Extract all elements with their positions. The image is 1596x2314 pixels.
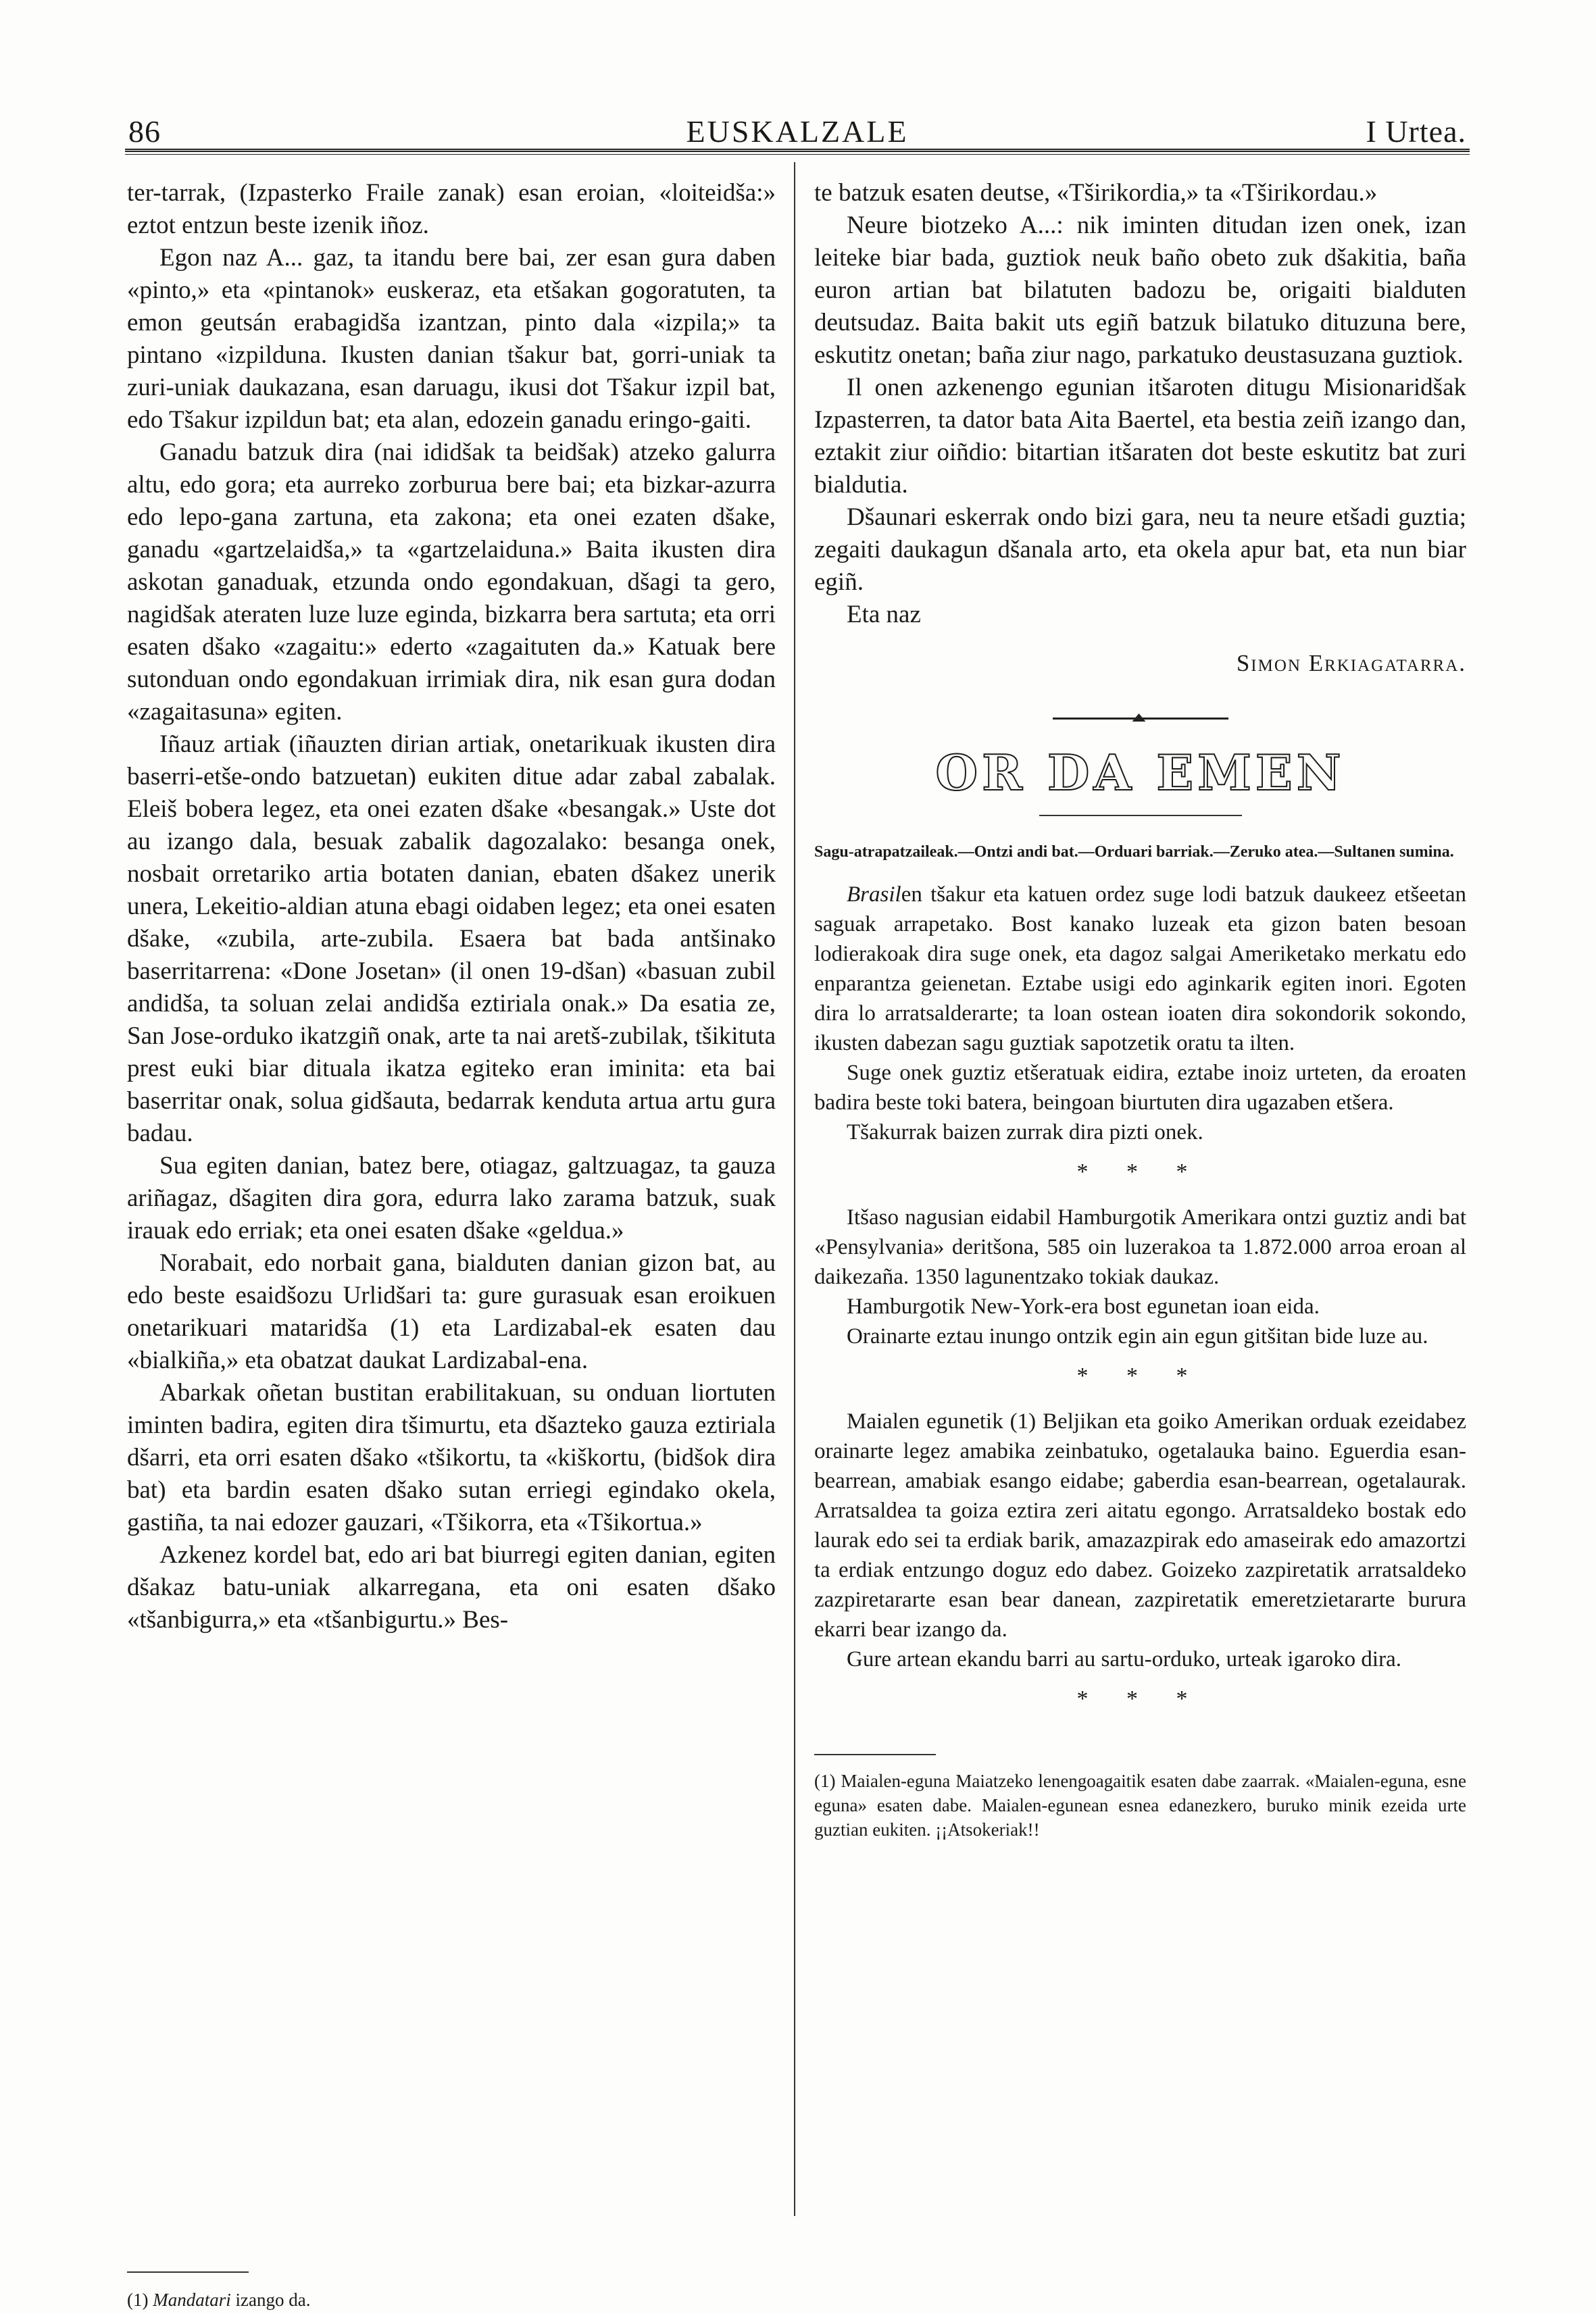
paragraph: Gure artean ekandu barri au sartu-orduko, urteak igaroko dira. [847, 1647, 1401, 1671]
page-number: 86 [128, 114, 161, 149]
brasil-word: Brasil [847, 882, 901, 907]
paragraph: Dšaunari eskerrak ondo bizi gara, neu ta neure etšadi guztia; zegaiti daukagun dšanala arto, eta okela apur bat, eta nun biar egiñ. [814, 503, 1466, 596]
footnote-number: (1) [127, 2290, 149, 2310]
section-title: OR DA EMEN [935, 744, 1345, 801]
paragraph [814, 880, 1466, 1058]
page-header [128, 101, 1466, 155]
paragraph: Abarkak oñetan bustitan erabilitakuan, su onduan liortuten iminten badira, egiten dira tšimurtu, eta dšazteko gauza eztiriala dšarri, eta orri esaten dšako «tšikortu, ta «kiškortu, (bidšok dira bat) eta bardin esaten dšako sutan erriegi egindako okela, gastiña, ta nai edozer gauzari, «Tšikorra, eta «Tšikortua.» [127, 1379, 776, 1536]
paragraph: te batzuk esaten deutse, «Tširikordia,» ta «Tširikordau.» [814, 179, 1378, 207]
section-stars: * * * [1076, 1363, 1204, 1388]
footnote-text: (1) Maialen-eguna Maiatzeko lenengoagaitik esaten dabe zaarrak. «Maialen-eguna, esne eguna» esaten dabe. Maialen-egunean esnea edanezkero, buruko minik ezeida urte guztian eukiten. ¡¡Atsokeriak!! [814, 1771, 1466, 1840]
title-rule [1039, 815, 1242, 816]
paragraph: Hamburgotik New-York-era bost egunetan ioan eida. [847, 1294, 1320, 1319]
paragraph: Egon naz A... gaz, ta itandu bere bai, zer esan gura daben «pinto,» eta «pintanok» euskeraz, eta etšakan gogoratuten, ta emon geutsán erabagidša izantzan, pinto dala «izpila;» ta pintano «izpilduna. Ikusten danian tšakur bat, gorri-uniak ta zuri-uniak daukazana, esan daruagu, ikusi dot Tšakur izpil bat, edo Tšakur izpildun bat; eta alan, edozein ganadu eringo-gaiti. [127, 244, 776, 434]
signature: Simon Erkiagatarra. [1236, 650, 1466, 676]
right-footnote [814, 1754, 1466, 1842]
paragraph: Ganadu batzuk dira (nai ididšak ta beidšak) atzeko galurra altu, edo gora; eta aurreko zorburua bere bai; eta bizkar-azurra edo lepo-gana zartuna, eta zakona; eta onei ezaten dšake, ganadu «gartzelaidša,» ta «gartzelaiduna.» Baita ikusten dira askotan ganaduak, etzunda ondo egondakuan, dšagi ta gero, nagidšak ateraten luze luze eginda, bizkarra bera sartuta; eta orri esaten dšako «zagaitu:» ederto «zagaituten da.» Katuak bere sutonduan ondo egondakuan irrimiak dira, nik esan gura dodan «zagaitasuna» egiten. [127, 438, 776, 726]
paragraph: Azkenez kordel bat, edo ari bat biurregi egiten danian, egiten dšakaz batu-uniak alkarregana, eta oni esaten dšako «tšanbigurra,» eta «tšanbigurtu.» Bes- [127, 1541, 776, 1634]
left-column [127, 177, 776, 2310]
journal-year: I Urtea. [1366, 114, 1466, 149]
section-summary: Sagu-atrapatzaileak.—Ontzi andi bat.—Orduari barriak.—Zeruko atea.—Sultanen sumina. [814, 843, 1454, 861]
paragraph: Itšaso nagusian eidabil Hamburgotik Amerikara ontzi guztiz andi bat «Pensylvania» deritšona, 585 oin luzerakoa ta 1.872.000 arroa eroan al daikezaña. 1350 lagunentzako tokiak daukaz. [814, 1205, 1466, 1289]
paragraph: Iñauz artiak (iñauzten dirian artiak, onetarikuak ikusten dira baserri-etše-ondo batzuetan) eukiten ditue adar zabal zabalak. Eleiš bobera legez, eta onei ezaten dšake «besangak.» Uste dot au izango dala, besuak zabalik dagozalako: besanga onek, nosbait orretariko artia botaten danian, ebaten dšakez unerik unera, Lekeitio-aldian atuna ebagi oidaben legez; eta onei esaten dšake, «zubila, arte-zubila. Esaera bat bada antšinako baserritarrena: «Done Josetan» (il onen 19-dšan) «basuan zubil andidša, ta soluan zelai andidša eztiriala onak.» Da esatia ze, San Jose-orduko ikatzgiñ onak, arte ta nai aretš-zubilak, tšikituta prest euki biar dituala ikatza egiteko eran iminita: eta bai baserritar onak, solua gidšauta, bedarrak kenduta artua artu gura badau. [127, 730, 776, 1147]
footnote-text [127, 2288, 776, 2312]
footnote-rest: izango da. [230, 2290, 311, 2310]
paragraph: Neure biotzeko A...: nik iminten ditudan izen onek, izan leiteke biar bada, guztiok neuk baño obeto zuk dšakitia, baña euron artian bat bilatuten badozu be, origaiti bialduten deutsudaz. Baita bakit uts egiñ batzuk bilatuko dituzuna bere, eskutitz onetan; baña ziur nago, parkatuko deustasuzana guztiok. [814, 211, 1466, 369]
journal-title: EUSKALZALE [686, 114, 909, 149]
paragraph: Orainarte eztau inungo ontzik egin ain egun gitšitan bide luze au. [847, 1324, 1428, 1349]
news-section [814, 880, 1466, 1712]
paragraph: ter-tarrak, (Izpasterko Fraile zanak) esan eroian, «loiteidša:» eztot entzun beste izenik iñoz. [127, 179, 776, 239]
ornament-rule [1053, 718, 1228, 720]
paragraph: Sua egiten danian, batez bere, otiagaz, galtzuagaz, ta gauza ariñagaz, dšagiten dira gora, edurra lako zarama batzuk, suak irauak edo erriak; eta onei esaten dšake «geldua.» [127, 1152, 776, 1244]
letter-closing: Eta naz [847, 601, 921, 628]
footnote-rule [127, 2271, 249, 2273]
right-column [814, 177, 1466, 1842]
paragraph: Suge onek guztiz etšeratuak eidira, eztabe inoiz urteten, da eroaten badira beste toki batera, beingoan biurtuten dira ugazaben etšera. [814, 1061, 1466, 1115]
paragraph: Il onen azkenengo egunian itšaroten ditugu Misionaridšak Izpasterren, ta dator bata Aita Baertel, eta bestia zeiñ izango dan, eztakit ziur oiñdio: bitartian itšaraten dot beste eskutitz bat zuri bialdutia. [814, 374, 1466, 499]
column-rule [794, 162, 795, 2216]
footnote-rule [814, 1754, 936, 1755]
paragraph: Maialen egunetik (1) Beljikan eta goiko Amerikan orduak ezeidabez orainarte legez amabika zeinbatuko, ogetalauka baino. Eguerdia esan-bearrean, amabiak esango eidabe; gaberdia esan-bearrean, ogetalaurak. Arratsaldea ta goiza eztira zeri aitatu egongo. Arratsaldeko bostak edo laurak edo sei ta erdiak barik, amazazpirak edo amaseirak edo amazortzi ta erdiak entzungo doguz edo dabez. Goizeko zazpiretatik arratsaldeko zazpiretararte esan bear danean, zazpiretatik emeretzietararte burura ekarri bear izango da. [814, 1409, 1466, 1642]
brasil-text: en tšakur eta katuen ordez suge lodi batzuk daukeez etšeetan saguak arrapetako. Bost kanako luzeak eta gizon baten besoan lodierakoak dira suge onek, eta dagoz salgai Ameriketako merkatu edo enparantza geienetan. Eztabe usigi edo aginkarik egiten inori. Egoten dira lo arratsalderarte; ta loan ostean ioaten dira sokondorik sokondo, ikusten dabezan sagu guztiak sapotzetik oratu ta ilten. [814, 882, 1466, 1055]
paragraph: Tšakurrak baizen zurrak dira pizti onek. [847, 1120, 1203, 1145]
section-stars: * * * [1076, 1159, 1204, 1184]
section-stars: * * * [1076, 1686, 1204, 1711]
footnote-term: Mandatari [153, 2290, 231, 2310]
header-rule [125, 149, 1470, 155]
paragraph: Norabait, edo norbait gana, bialduten danian gizon bat, au edo beste esaidšozu Urlidšari ta: gure gurasuak esan eroikuen onetarikuari mataridša (1) eta Lardizabal-ek esaten dau «bialkiña,» eta obatzat daukat Lardizabal-ena. [127, 1249, 776, 1374]
left-footnote [127, 2271, 776, 2312]
